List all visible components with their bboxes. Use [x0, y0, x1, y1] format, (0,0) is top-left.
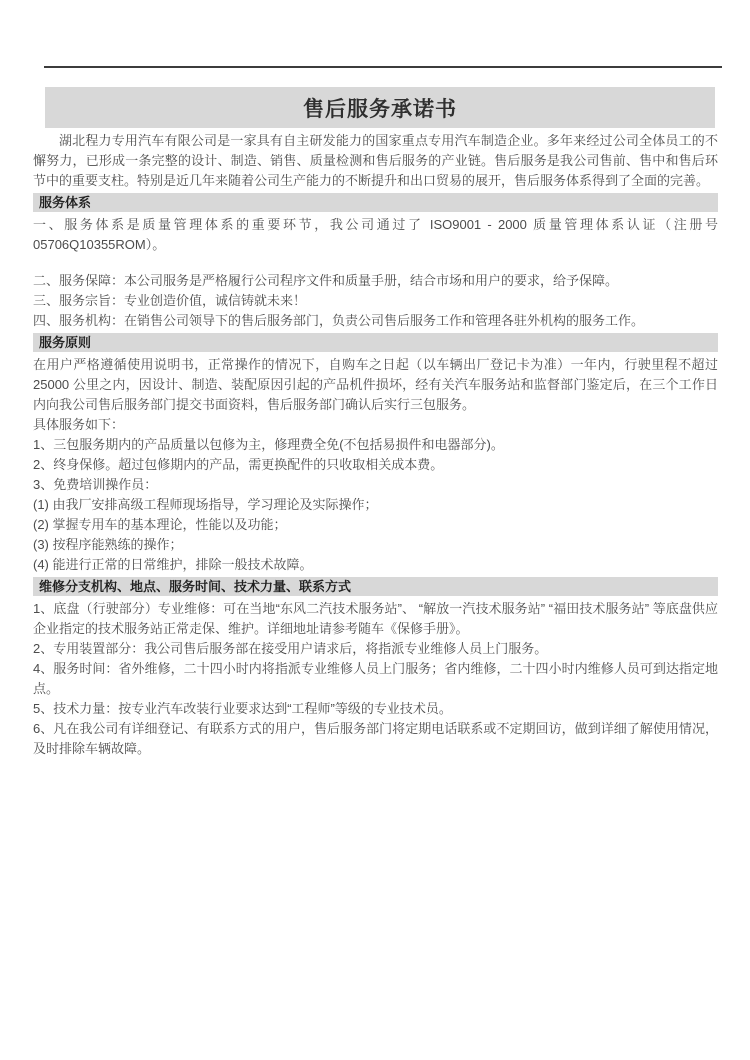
service-system-item-2: 二、服务保障：本公司服务是严格履行公司程序文件和质量手册，结合市场和用户的要求，给予保障。 — [33, 273, 619, 288]
service-principles-paragraph: 在用户严格遵循使用说明书，正常操作的情况下，自购车之日起（以车辆出厂登记卡为准）一年内，行驶里程不超过 25000 公里之内，因设计、制造、装配原因引起的产品机件损坏，经有关汽车服务站和监督部门鉴定后，在三个工作日内向我公司售后服务部门提交书面资料，售后服务部门确认后实行三包服务。 — [33, 357, 718, 412]
repair-network-item-5: 5、技术力量：按专业汽车改装行业要求达到“工程师”等级的专业技术员。 — [33, 701, 452, 716]
section-heading-service-system: 服务体系 — [33, 193, 718, 212]
repair-network-item-4: 4、服务时间：省外维修，二十四小时内将指派专业维修人员上门服务；省内维修，二十四小时内维修人员可到达指定地点。 — [33, 661, 718, 696]
repair-network-item-2: 2、专用装置部分：我公司售后服务部在接受用户请求后，将指派专业维修人员上门服务。 — [33, 641, 548, 656]
blank-line — [33, 255, 718, 271]
document-title-bar — [45, 87, 715, 128]
section-heading-service-principles: 服务原则 — [33, 333, 718, 352]
training-subitem-1: (1) 由我厂安排高级工程师现场指导，学习理论及实际操作； — [33, 497, 378, 512]
section-heading-repair-network: 维修分支机构、地点、服务时间、技术力量、联系方式 — [33, 577, 718, 596]
service-system-item-1: 一、服务体系是质量管理体系的重要环节，我公司通过了 ISO9001 - 2000 质量管理体系认证（注册号 05706Q10355ROM）。 — [33, 217, 718, 252]
service-details-label: 具体服务如下： — [33, 417, 125, 432]
service-principles-item-1: 1、三包服务期内的产品质量以包修为主，修理费全免(不包括易损件和电器部分)。 — [33, 437, 504, 452]
page-title: 售后服务承诺书 — [303, 97, 457, 121]
repair-network-item-1: 1、底盘（行驶部分）专业维修：可在当地“东风二汽技术服务站”、 “解放一汽技术服务站” “福田技术服务站” 等底盘供应企业指定的技术服务站正常走保、维护。详细地址请参考随车《保修手册》。 — [33, 601, 718, 636]
document-content — [33, 131, 718, 759]
service-system-item-3: 三、服务宗旨：专业创造价值，诚信铸就未来！ — [33, 293, 307, 308]
training-subitem-4: (4) 能进行正常的日常维护，排除一般技术故障。 — [33, 557, 313, 572]
service-system-item-4: 四、服务机构：在销售公司领导下的售后服务部门，负责公司售后服务工作和管理各驻外机构的服务工作。 — [33, 313, 645, 328]
service-principles-item-3: 3、免费培训操作员： — [33, 477, 158, 492]
repair-network-item-6: 6、凡在我公司有详细登记、有联系方式的用户，售后服务部门将定期电话联系或不定期回访，做到详细了解使用情况，及时排除车辆故障。 — [33, 721, 718, 756]
top-divider — [44, 66, 722, 68]
training-subitem-3: (3) 按程序能熟练的操作； — [33, 537, 183, 552]
intro-paragraph: 湖北程力专用汽车有限公司是一家具有自主研发能力的国家重点专用汽车制造企业。多年来经过公司全体员工的不懈努力，已形成一条完整的设计、制造、销售、质量检测和售后服务的产业链。售后服务是我公司售前、售中和售后环节中的重要支柱。特别是近几年来随着公司生产能力的不断提升和出口贸易的展开，售后服务体系得到了全面的完善。 — [33, 133, 718, 188]
training-subitem-2: (2) 掌握专用车的基本理论，性能以及功能； — [33, 517, 287, 532]
service-principles-item-2: 2、终身保修。超过包修期内的产品，需更换配件的只收取相关成本费。 — [33, 457, 444, 472]
